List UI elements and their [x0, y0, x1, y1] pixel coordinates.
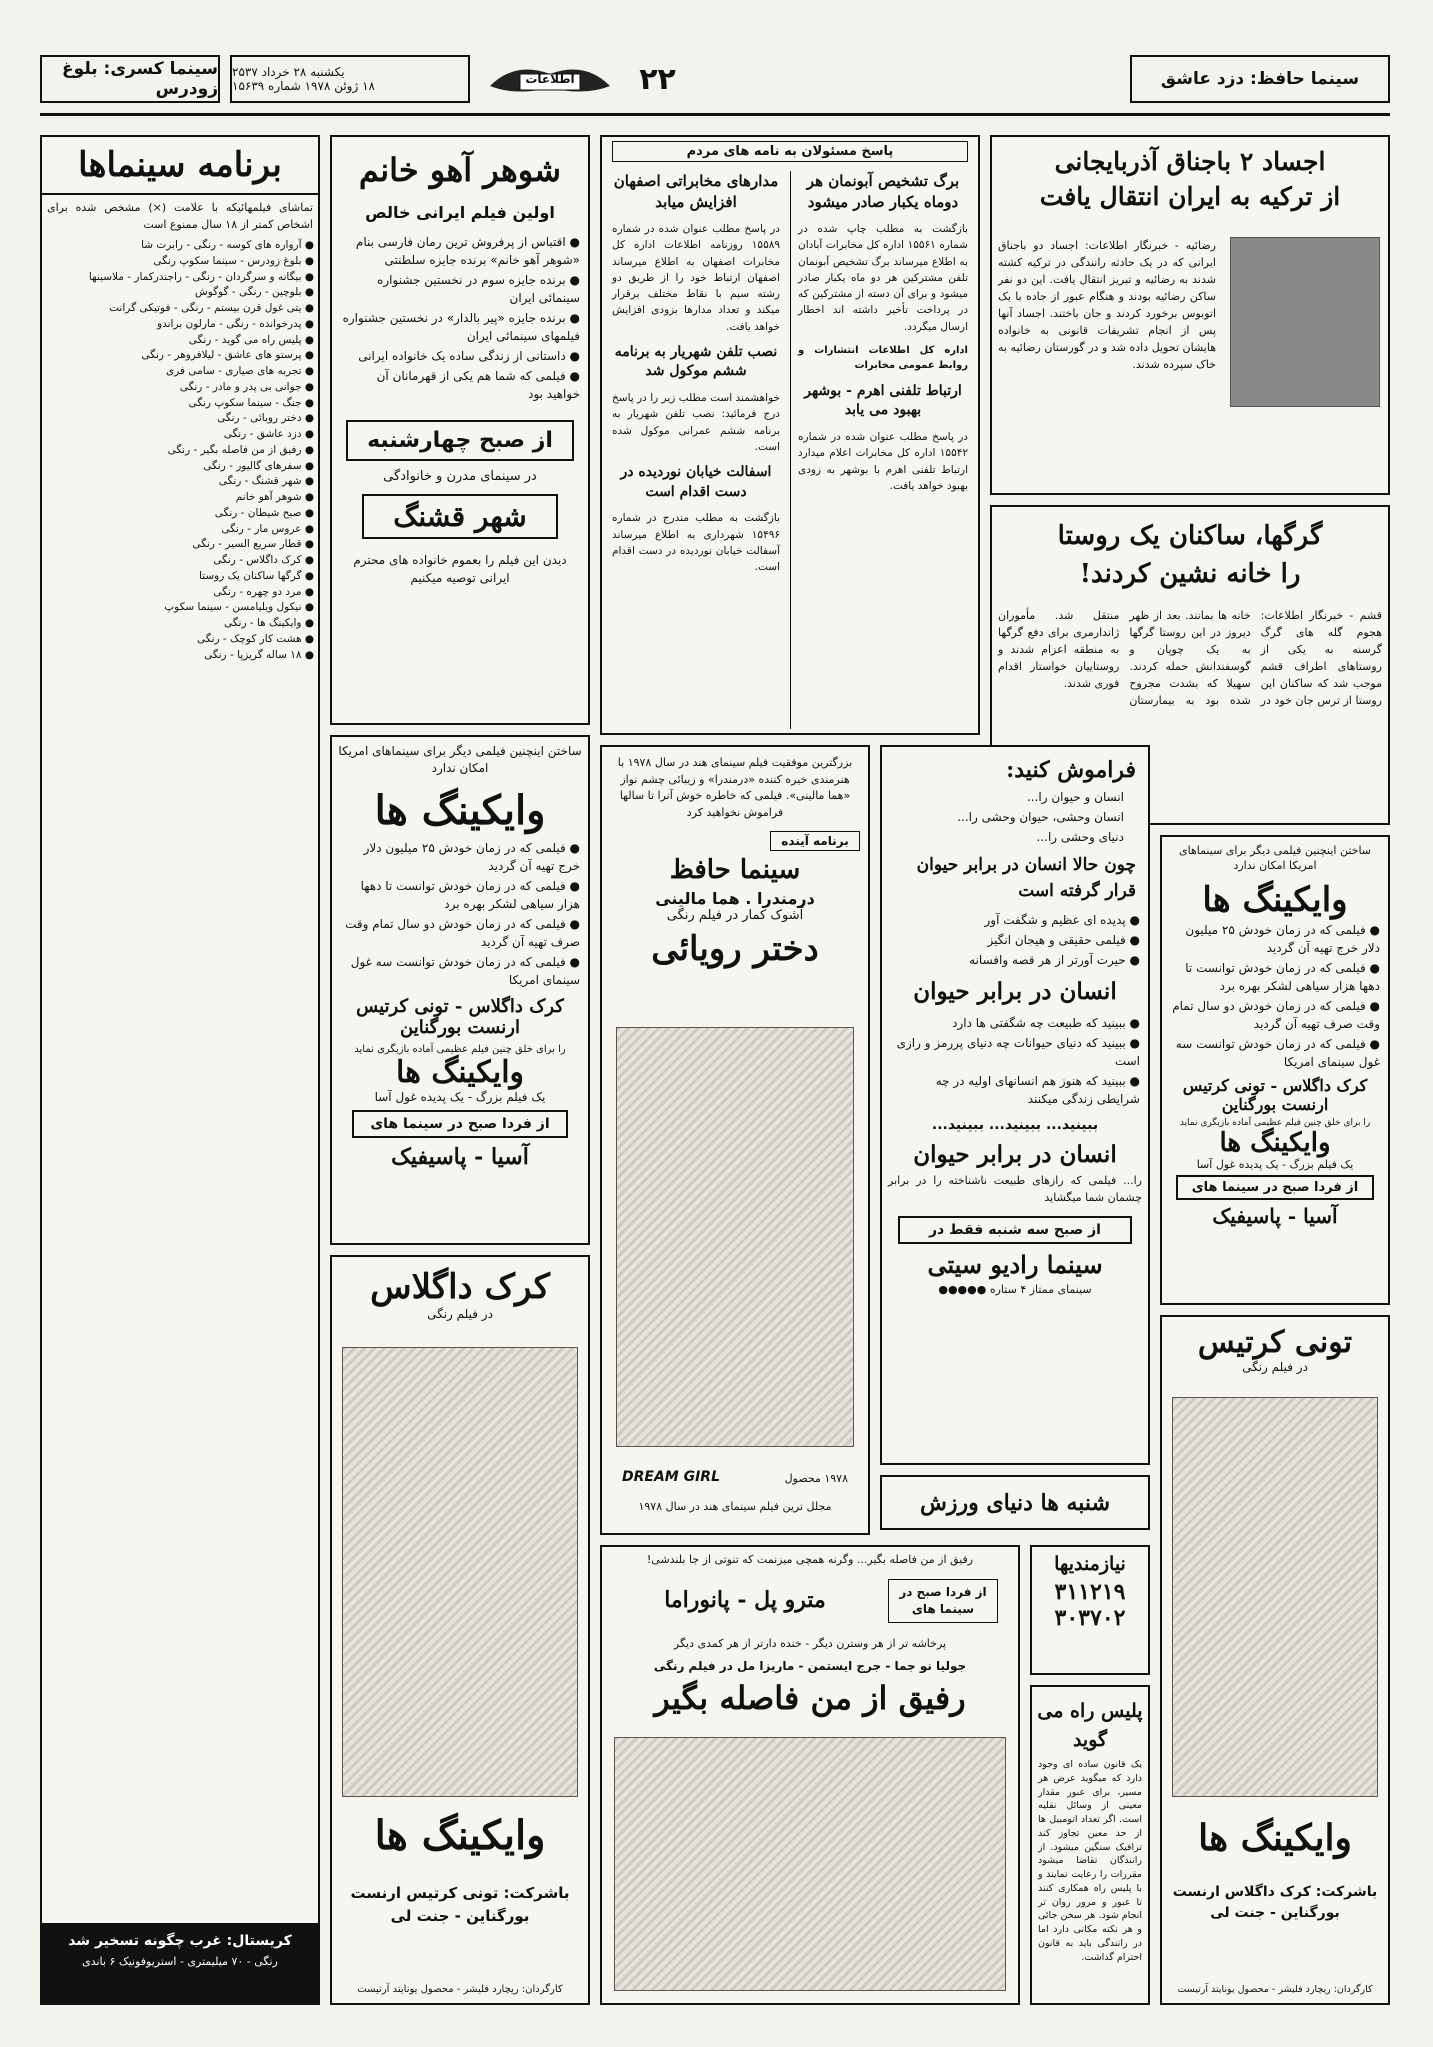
rafiq-top: رفیق از من فاصله بگیر... وگرنه همچی میزنمت که تنوتی از جا بلندشی! — [646, 1553, 974, 1566]
rafiq-from: از فردا صبح در سینما های — [888, 1579, 998, 1623]
programme-item: ● جوانی بی پدر و مادر - رنگی — [179, 380, 314, 393]
tony-curtis-ad — [1160, 1315, 1390, 2005]
ahoo-title: شوهر آهو خانم — [358, 151, 562, 189]
programme-item: ● مرد دو چهره - رنگی — [213, 585, 314, 598]
tony-title: تونی کرتیس — [1197, 1325, 1353, 1360]
dream-year: ۱۹۷۸ محصول — [784, 1472, 848, 1485]
ahoo-bullet: ● برنده جایزه «پیر بالدار» در نخستین جشنواره فیلمهای سینمائی ایران — [342, 311, 580, 343]
dream-poster-image — [616, 1027, 854, 1447]
vikings-r-tag: یک فیلم بزرگ - یک پدیده غول آسا — [1196, 1157, 1354, 1171]
cinema-programme — [40, 135, 320, 2005]
vikings-bullet: ● فیلمی که در زمان خودش توانست سه غول سینمای امریکا — [350, 954, 580, 987]
vikings-ad-left — [330, 735, 590, 1245]
tony-title-2: وایکینگ ها — [1198, 1817, 1352, 1859]
responses-section — [600, 135, 980, 735]
responses-header: پاسخ مسئولان به نامه های مردم — [612, 141, 968, 162]
programme-item: ● تجربه های صیاری - سامی فری — [166, 365, 314, 377]
kirk-poster-image — [342, 1347, 578, 1797]
programme-item: ● هشت کار کوچک - رنگی — [197, 632, 314, 645]
newspaper-logo — [480, 55, 620, 103]
animal-title-2: انسان در برابر حیوان — [913, 978, 1117, 1005]
article-jasad — [990, 135, 1390, 495]
resp2-sub2-body: بازگشت به مطلب مندرج در شماره ۱۵۴۹۶ شهرداری به اطلاع میرساند آسفالت خیابان نوردیده در دست اقدام است. — [612, 512, 780, 574]
programme-item: ● ۱۸ ساله گریزپا - رنگی — [204, 648, 314, 661]
dream-girl-ad — [600, 745, 870, 1535]
ahoo-bullet: ● فیلمی که شما هم یکی از قهرمانان آن خواهید بود — [376, 369, 580, 401]
vikings-r-line: را برای خلق چنین فیلم عظیمی آماده بازیگری نماید — [1179, 1117, 1371, 1128]
rafiq-cinemas: مترو پل - پانوراما — [664, 1587, 826, 1613]
ahoo-footer: دیدن این فیلم را بعموم خانواده های محترم ایرانی توصیه میکنیم — [353, 553, 567, 585]
dream-caption: DREAM GIRL — [622, 1469, 721, 1485]
programme-item: ● بلوچین - رنگی - گوگوش — [194, 286, 314, 299]
police-body: یک قانون ساده ای وجود دارد که میگوید عرض هر مسیر، برای عبور مقدار معینی از وسائل نقلیه است. اگر تعداد اتومبیل ها از حد معین تجاوز کند ترافیک سنگین میشود. از رانندگان تقاضا میشود مقررات را رعایت نمایند و با پلیس راه همکاری کنند تا عبور و مرور روان تر انجام شود. هر سخن جائی و هر نکته مکانی دارد اما در رانندگی باید به قانون احترام گذاشت. — [1038, 1759, 1142, 1963]
animal-bullets — [882, 910, 1148, 970]
animal-line: انسان وحشی، حیوان وحشی را... — [957, 810, 1124, 824]
animal-bullet-2: ● ببینید که طبیعت چه شگفتی ها دارد — [952, 1016, 1140, 1030]
vikings-ad-right — [1160, 835, 1390, 1305]
logo-text: اطلاعات — [525, 72, 575, 86]
programme-item: ● وایکینگ ها - رنگی — [223, 617, 314, 629]
kirk-color: در فیلم رنگی — [427, 1307, 493, 1321]
tony-poster-image — [1172, 1397, 1378, 1797]
programme-item: ● بیگانه و سرگردان - رنگی - راجندرکمار - ملاسینها — [88, 270, 314, 283]
classifieds-box — [1030, 1545, 1150, 1675]
resp1-body: بازگشت به مطلب چاپ شده در شماره ۱۵۵۶۱ اداره کل مخابرات آبادان به اطلاع میرساند برگ تشخیص آبونمان تلفن مشترکین هر دو ماه یکبار صادر میشود و برای آن دسته از مشترکین که در پرداخت تأخیر داشته اند اخطار ارسال میگردد. — [798, 223, 968, 333]
header-left-text: سینما کسری: بلوغ زودرس — [62, 59, 218, 99]
vikings-r-title-2: وایکینگ ها — [1219, 1127, 1331, 1158]
vikings-line: را برای خلق چنین فیلم عظیمی آماده بازیگری نماید — [354, 1043, 566, 1055]
vikings-title: وایکینگ ها — [374, 786, 546, 834]
dream-next: برنامه آینده — [770, 831, 860, 851]
kirk-title: کرک داگلاس — [370, 1267, 550, 1307]
sports-title: شنبه ها دنیای ورزش — [920, 1489, 1110, 1516]
jasad-photo — [1230, 237, 1380, 407]
programme-item: ● کرک داگلاس - رنگی — [213, 554, 314, 566]
vikings-bullet: ● فیلمی که در زمان خودش توانست سه غول سینمای امریکا — [1175, 1036, 1380, 1069]
header-left-banner — [40, 55, 220, 103]
jasad-body: رضائیه - خبرنگار اطلاعات: اجساد دو باجناق ایرانی که در یک حادثه رانندگی در ترکیه کشته شدند به رضائیه و تبریز انتقال یافت. این دو نفر ساکن رضائیه بودند و هنگام عبور از جاده با یک اتوبوس برخورد کردند و جان باختند. اجساد آنها پس از انجام تشریفات قانونی به خانواده هایشان تحویل داده شد و در گورستان رضائیه به خاک سپرده شدند. — [998, 239, 1216, 372]
vikings-bullet: ● فیلمی که در زمان خودش توانست تا دهها هزار سیاهی لشکر بهره برد — [360, 878, 580, 911]
footer-ad-title: کریستال: غرب چگونه تسخیر شد — [68, 1933, 292, 1949]
dream-stars: درمندرا . هما مالینی — [655, 889, 815, 908]
dream-stars-2: آشوک کمار در فیلم رنگی — [666, 908, 804, 923]
man-vs-animal-ad — [880, 745, 1150, 1465]
animal-bullet: ● حیرت آورتر از هر قصه وافسانه — [969, 953, 1140, 967]
resp2-sub2: اسفالت خیابان نوردیده در دست اقدام است — [620, 464, 772, 500]
kirk-director: کارگردان: ریچارد فلیشر - محصول یونایتد آرتیست — [357, 1984, 563, 1995]
animal-lines — [882, 787, 1148, 847]
vikings-r-bullets — [1162, 920, 1388, 1072]
animal-line: دنیای وحشی را... — [1036, 830, 1124, 844]
resp1-sub-body: در پاسخ مطلب عنوان شده در شماره ۱۵۵۴۲ اداره کل مخابرات اعلام میدارد ارتباط تلفنی اهرم با بوشهر به زودی بهبود خواهد یافت. — [798, 431, 968, 492]
programme-item: ● رفیق از من فاصله بگیر - رنگی — [167, 443, 314, 456]
resp1-sign: اداره کل اطلاعات انتشارات و روابط عمومی مخابرات — [798, 344, 968, 372]
tony-color: در فیلم رنگی — [1242, 1360, 1308, 1374]
vikings-bullet: ● فیلمی که در زمان خودش توانست تا دهها هزار سیاهی لشکر بهره برد — [1185, 960, 1380, 993]
ahoo-khanom-ad — [330, 135, 590, 725]
rafiq-poster-image — [614, 1737, 1006, 1991]
jasad-title-2: از ترکیه به ایران انتقال یافت — [1039, 182, 1341, 211]
resp2-title: مدارهای مخابراتی اصفهان افزایش میابد — [613, 172, 779, 211]
vikings-cinemas: آسیا - پاسیفیک — [391, 1143, 529, 1170]
resp2-body: در پاسخ مطلب عنوان شده در شماره ۱۵۵۸۹ روزنامه اطلاعات اداره کل مخابرات اصفهان به اطلاع میرساند اصفهان ارتباط خود را از طریق دو رشته سیم با نقاط مختلف برقرار میکند و تعداد مدارها بزودی افزایش خواهد یافت. — [612, 223, 780, 333]
vikings-title-2: وایکینگ ها — [395, 1054, 525, 1090]
responses-col-2 — [602, 167, 790, 733]
programme-item: ● بلوغ زودرس - سینما سکوپ رنگی — [153, 254, 314, 267]
ahoo-bullet: ● برنده جایزه سوم در نخستین جشنواره سینمائی ایران — [377, 273, 580, 305]
programme-item: ● سفرهای گالیور - رنگی — [203, 459, 314, 472]
programme-item: ● شهر قشنگ - رنگی — [218, 475, 314, 488]
resp1-title: برگ تشخیص آبونمان هر دوماه یکبار صادر میشود — [806, 172, 960, 211]
programme-item: ● عروس مار - رنگی — [221, 522, 314, 535]
animal-bullet-2: ● ببینید که هنوز هم انسانهای اولیه در چه شرایطی زندگی میکنند — [935, 1074, 1140, 1106]
programme-item: ● یتی غول قرن بیستم - رنگی - فوتیکی گرانت — [109, 302, 314, 314]
header-right-banner — [1130, 55, 1390, 103]
programme-item: ● گرگها ساکنان یک روستا — [198, 569, 314, 582]
programme-item: ● قطار سریع السیر - رنگی — [192, 538, 314, 551]
animal-from: از صبح سه شنبه فقط در — [898, 1216, 1132, 1244]
ahoo-bullet: ● داستانی از زندگی ساده یک خانواده ایرانی — [358, 349, 580, 363]
vikings-bullet: ● فیلمی که در زمان خودش ۲۵ میلیون دلار خرج تهیه آن گردید — [363, 840, 580, 873]
responses-col-1 — [788, 167, 978, 733]
programme-item: ● پدرخوانده - رنگی - مارلون براندو — [157, 317, 314, 330]
vikings-bullets — [332, 838, 588, 990]
programme-list — [42, 238, 318, 663]
needy-title: نیازمندیها — [1054, 1553, 1126, 1575]
wolves-body: قشم - خبرنگار اطلاعات: هجوم گله های گرگ گرسنه به یکی از روستاهای اطراف قشم موجب شد که ساکنان این روستا از ترس جان خود در خانه ها بمانند. بعد از ظهر دیروز در این روستا گرگها به یک چوپان و گوسفندانش حمله کردند. سهیلا که بشدت مجروح شده بود به بیمارستان منتقل شد. مأموران ژاندارمری برای دفع گرگها به منطقه اعزام شدند و روستاییان خواستار اقدام فوری شدند. — [998, 609, 1382, 708]
rafiq-mid: پرخاشه تر از هر وسترن دیگر - خنده دارتر از هر کمدی دیگر — [673, 1637, 947, 1650]
dream-title: دختر رویائی — [651, 929, 819, 969]
tony-director: کارگردان: ریچارد فلیشر - محصول یونایتد آرتیست — [1177, 1984, 1373, 1995]
animal-title-3: انسان در برابر حیوان — [913, 1141, 1117, 1168]
ahoo-cinema-name: شهر قشنگ — [362, 494, 558, 539]
vikings-tag: یک فیلم بزرگ - یک پدیده غول آسا — [374, 1089, 546, 1104]
page-number-box — [630, 55, 685, 103]
vikings-r-stars: کرک داگلاس - تونی کرتیس ارنست بورگناین — [1182, 1075, 1368, 1114]
police-title: پلیس راه می گوید — [1037, 1700, 1143, 1751]
kirk-credits: باشرکت: تونی کرتیس ارنست بورگناین - جنت لی — [350, 1884, 570, 1925]
animal-bullet-2: ● ببینید که دنیای حیوانات چه دنیای پررمز و رازی است — [896, 1036, 1140, 1068]
programme-item: ● پرستو های عاشق - لیلافروهر - رنگی — [141, 349, 314, 362]
rafiq-stars: جولیا نو جما - جرج ایستمن - ماریزا مل در فیلم رنگی — [653, 1659, 967, 1673]
vikings-r-top-line: ساختن اینچنین فیلمی دیگر برای سینماهای امریکا امکان ندارد — [1178, 844, 1372, 873]
animal-cinema: سینما رادیو سیتی — [927, 1250, 1103, 1280]
vikings-top-line: ساختن اینچنین فیلمی دیگر برای سینماهای امریکا امکان ندارد — [338, 744, 582, 775]
vikings-stars: کرک داگلاس - تونی کرتیس ارنست بورگناین — [356, 995, 564, 1038]
vikings-r-cinemas: آسیا - پاسیفیک — [1212, 1203, 1338, 1228]
header-date: یکشنبه ۲۸ خرداد ۲۵۳۷ — [232, 65, 345, 79]
animal-see: ببینید... ببینید... ببینید... — [931, 1117, 1099, 1133]
ahoo-subtitle: اولین فیلم ایرانی خالص — [365, 203, 555, 222]
programme-item: ● دزد عاشق - رنگی — [223, 428, 314, 440]
ahoo-banner: از صبح چهارشنبه — [346, 420, 574, 461]
programme-item: ● جنگ - سینما سکوپ رنگی — [188, 396, 314, 409]
programme-footer-ad — [42, 1923, 318, 2003]
programme-item: ● نیکول ویلیامسن - سینما سکوپ — [164, 601, 314, 614]
programme-item: ● آرواره های کوسه - رنگی - رابرت شا — [141, 239, 314, 251]
programme-title: برنامه سینماها — [42, 137, 318, 195]
animal-line-3: را... فیلمی که رازهای طبیعت ناشناخته را در برابر چشمان شما میگشاید — [888, 1174, 1142, 1205]
animal-bullet: ● پدیده ای عظیم و شگفت آور — [984, 913, 1140, 927]
header-right-text: سینما حافظ: دزد عاشق — [1160, 69, 1360, 89]
rafiq-ad — [600, 1545, 1020, 2005]
police-box — [1030, 1685, 1150, 2005]
rafiq-title: رفیق از من فاصله بگیر — [654, 1679, 966, 1717]
programme-item: ● پلیس راه می گوید - رنگی — [188, 333, 314, 346]
vikings-bullet: ● فیلمی که در زمان خودش ۲۵ میلیون دلار خرج تهیه آن گردید — [1185, 922, 1380, 955]
programme-item: ● شوهر آهو خانم — [235, 491, 314, 503]
header-date-block — [230, 55, 470, 103]
header-rule — [40, 113, 1390, 116]
vikings-bullet: ● فیلمی که در زمان خودش دو سال تمام وقت صرف تهیه آن گردید — [345, 916, 580, 949]
needy-phone-2: ۳۰۳۷۰۲ — [1054, 1605, 1126, 1631]
resp2-sub-body: خواهشمند است مطلب زیر را در پاسخ درج فرمائید: نصب تلفن شهریار به برنامه ششم عمرانی موکول شده است. — [612, 392, 780, 453]
dream-footer: مجلل ترین فیلم سینمای هند در سال ۱۹۷۸ — [638, 1500, 832, 1513]
resp2-sub: نصب تلفن شهریار به برنامه ششم موکول شد — [614, 343, 778, 380]
kirk-douglas-ad — [330, 1255, 590, 2005]
kirk-title-2: وایکینگ ها — [374, 1812, 546, 1859]
programme-intro: تماشای فیلمهائیکه با علامت (×) مشخص شده برای اشخاص کمتر از ۱۸ سال ممنوع است — [47, 201, 313, 231]
needy-phone-1: ۳۱۱۲۱۹ — [1054, 1579, 1126, 1605]
dream-intro: بزرگترین موفقیت فیلم سینمای هند در سال ۱۹۷۸ با هنرمندی خیره کننده «درمندرا» و زیبائی چشم نواز «هما مالینی». فیلمی که خاطره خوش آنرا تا سالها فراموش نخواهید کرد — [617, 756, 853, 819]
ahoo-bullets — [332, 232, 588, 404]
animal-rating: سینمای ممتاز ۴ ستاره ●●●●● — [938, 1283, 1092, 1297]
tony-credits: باشرکت: کرک داگلاس ارنست بورگناین - جنت لی — [1172, 1884, 1378, 1921]
wolves-title-1: گرگها، ساکنان یک روستا — [1057, 521, 1323, 551]
vikings-r-from: از فردا صبح در سینما های — [1176, 1175, 1374, 1200]
programme-item: ● صبح شیطان - رنگی — [214, 506, 314, 519]
wolves-title-2: را خانه نشین کردند! — [1079, 559, 1301, 589]
animal-bullet: ● فیلمی حقیقی و هیجان انگیز — [987, 933, 1140, 947]
jasad-title-1: اجساد ۲ باجناق آذربایجانی — [1054, 147, 1326, 176]
header-date-2: ۱۸ ژوئن ۱۹۷۸ شماره ۱۵۶۳۹ — [232, 79, 375, 93]
ahoo-bullet: ● اقتباس از پرفروش ترین رمان فارسی بنام «شوهر آهو خانم» برنده جایزه سلطنتی — [355, 235, 580, 267]
vikings-bullet: ● فیلمی که در زمان خودش دو سال تمام وقت صرف تهیه آن گردید — [1172, 998, 1380, 1031]
programme-item: ● دختر روبائی - رنگی — [217, 412, 314, 425]
sports-banner — [880, 1475, 1150, 1530]
animal-line: انسان و حیوان را... — [1026, 790, 1124, 804]
dream-cinema: سینما حافظ — [669, 855, 801, 885]
animal-bullets-2 — [882, 1013, 1148, 1109]
ahoo-cinemas-line: در سینمای مدرن و خانوادگی — [383, 469, 537, 484]
page-number: ۲۲ — [639, 61, 676, 97]
footer-ad-sub: رنگی - ۷۰ میلیمتری - استریوفونیک ۶ باندی — [82, 1955, 278, 1968]
animal-headline: چون حالا انسان در برابر حیوان قرار گرفته است — [916, 855, 1136, 901]
resp1-sub: ارتباط تلفنی اهرم - بوشهر بهبود می یابد — [804, 382, 962, 419]
vikings-r-title: وایکینگ ها — [1202, 879, 1348, 920]
responses-divider — [790, 171, 791, 729]
animal-title: فراموش کنید: — [1006, 757, 1136, 783]
vikings-from: از فردا صبح در سینما های — [352, 1110, 568, 1138]
